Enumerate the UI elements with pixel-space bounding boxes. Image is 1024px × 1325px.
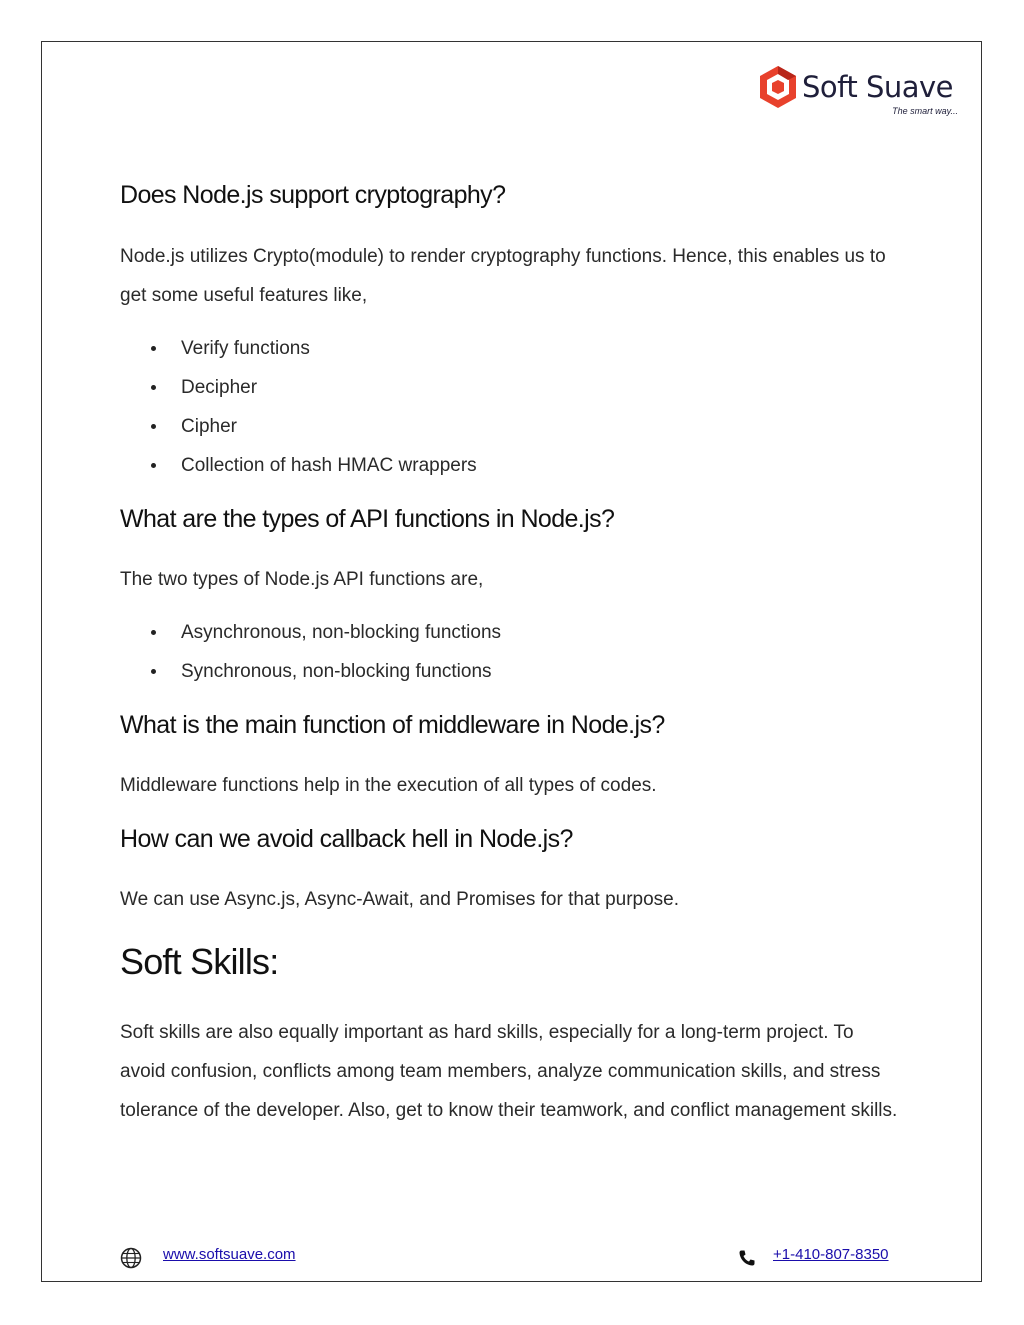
list-item: Cipher bbox=[120, 407, 477, 446]
list-item: Asynchronous, non-blocking functions bbox=[120, 613, 501, 652]
brand-tagline: The smart way... bbox=[892, 106, 958, 116]
soft-suave-logo-icon bbox=[758, 64, 798, 112]
section-paragraph: We can use Async.js, Async-Await, and Promises for that purpose. bbox=[120, 889, 680, 910]
brand-name: Soft Suave bbox=[802, 70, 954, 104]
section-heading: What are the types of API functions in Node.js? bbox=[120, 505, 615, 533]
section-paragraph: The two types of Node.js API functions are, bbox=[120, 569, 484, 590]
phone-link[interactable]: +1-410-807-8350 bbox=[773, 1246, 889, 1263]
list-item: Synchronous, non-blocking functions bbox=[120, 652, 501, 691]
section-heading: What is the main function of middleware in Node.js? bbox=[120, 711, 665, 739]
section-paragraph: Node.js utilizes Crypto(module) to render cryptography functions. Hence, this enables us to get some useful features like, bbox=[120, 246, 886, 306]
section-heading: How can we avoid callback hell in Node.js? bbox=[120, 825, 573, 853]
bullet-list bbox=[120, 613, 501, 691]
brand-logo bbox=[758, 64, 958, 120]
list-item: Verify functions bbox=[120, 329, 477, 368]
globe-icon bbox=[120, 1247, 142, 1269]
phone-icon bbox=[738, 1249, 756, 1267]
section-paragraph: Middleware functions help in the execution of all types of codes. bbox=[120, 775, 657, 796]
soft-skills-paragraph: Soft skills are also equally important as hard skills, especially for a long-term project. To avoid confusion, conflicts among team members, analyze communication skills, and stress tolerance of the developer. Also, get to know their teamwork, and conflict management skills. bbox=[120, 1022, 898, 1121]
soft-skills-heading: Soft Skills: bbox=[120, 941, 279, 982]
website-link[interactable]: www.softsuave.com bbox=[163, 1246, 296, 1263]
section-heading: Does Node.js support cryptography? bbox=[120, 181, 506, 209]
list-item: Decipher bbox=[120, 368, 477, 407]
list-item: Collection of hash HMAC wrappers bbox=[120, 446, 477, 485]
bullet-list bbox=[120, 329, 477, 485]
